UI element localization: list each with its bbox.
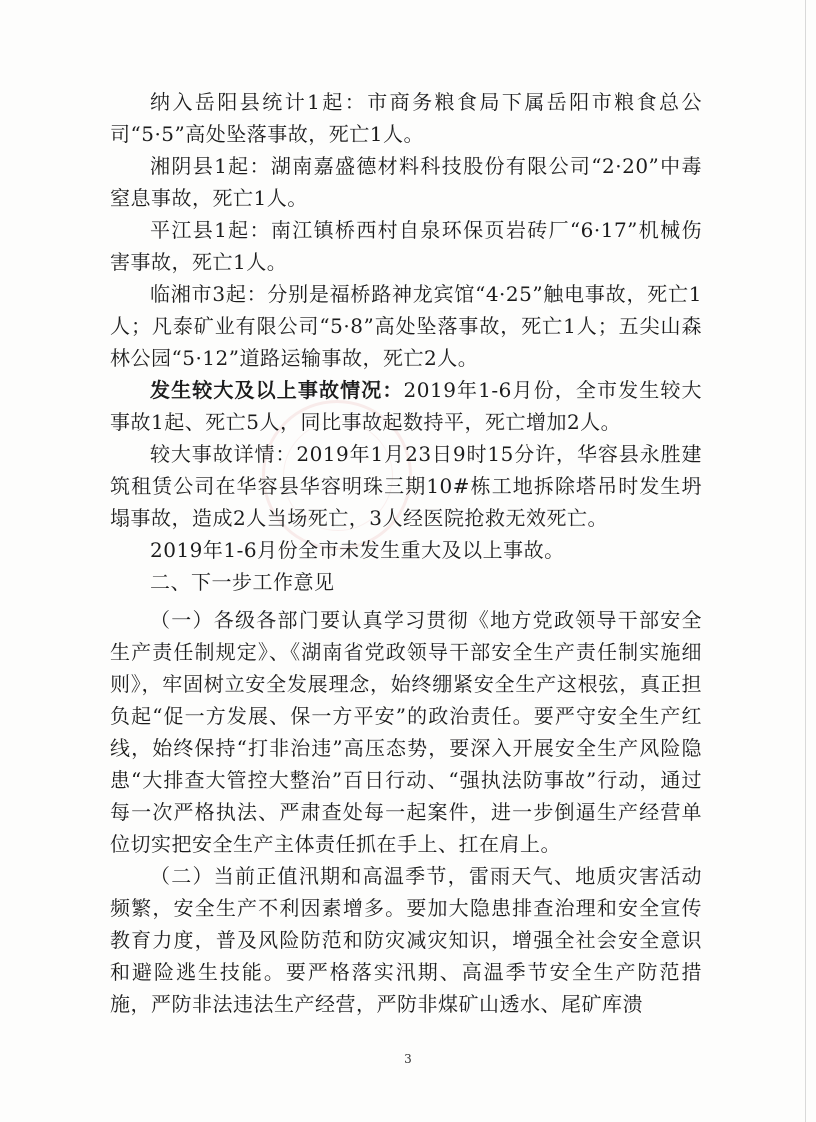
scan-edge-line (805, 0, 806, 1122)
major-accidents-text: 2019年1-6月份，全市发生较大事故1起、死亡5人，同比事故起数持平，死亡增加2人。 (110, 378, 703, 434)
body-text (110, 86, 702, 1020)
paragraph-pingjiang: 平江县1起：南江镇桥西村自泉环保页岩砖厂“6·17”机械伤害事故，死亡1人。 (110, 218, 702, 274)
paragraph-xiangyin: 湘阴县1起：湖南嘉盛德材料科技股份有限公司“2·20”中毒窒息事故，死亡1人。 (110, 154, 702, 210)
paragraph-no-major: 2019年1-6月份全市未发生重大及以上事故。 (150, 538, 565, 562)
paragraph-accident-details: 较大事故详情：2019年1月23日9时15分许，华容县永胜建筑租赁公司在华容县华容明珠三期10#栋工地拆除塔吊时发生坍塌事故，造成2人当场死亡，3人经医院抢救无效死亡。 (110, 442, 702, 530)
page-number: 3 (404, 1052, 412, 1066)
major-accidents-label: 发生较大及以上事故情况： (150, 378, 404, 402)
paragraph-major-accidents (110, 374, 702, 438)
section-heading: 二、下一步工作意见 (150, 570, 335, 594)
paragraph-opinion-2: （二）当前正值汛期和高温季节，雷雨天气、地质灾害活动频繁，安全生产不利因素增多。要加大隐患排查治理和安全宣传教育力度，普及风险防范和防灾减灾知识，增强全社会安全意识和避险逃生技能。要严格落实汛期、高温季节安全生产防范措施，严防非法违法生产经营，严防非煤矿山透水、尾矿库溃 (110, 864, 702, 1016)
paragraph-yueyang: 纳入岳阳县统计1起：市商务粮食局下属岳阳市粮食总公司“5·5”高处坠落事故，死亡1人。 (110, 90, 702, 146)
paragraph-opinion-1: （一）各级各部门要认真学习贯彻《地方党政领导干部安全生产责任制规定》、《湖南省党政领导干部安全生产责任制实施细则》，牢固树立安全发展理念，始终绷紧安全生产这根弦，真正担负起“促一方发展、保一方平安”的政治责任。要严守安全生产红线，始终保持“打非治违”高压态势，要深入开展安全生产风险隐患“大排查大管控大整治”百日行动、“强执法防事故”行动，通过每一次严格执法、严肃查处每一起案件，进一步倒逼生产经营单位切实把安全生产主体责任抓在手上、扛在肩上。 (110, 608, 702, 856)
paragraph-linxiang: 临湘市3起：分别是福桥路神龙宾馆“4·25”触电事故，死亡1人；凡泰矿业有限公司“5·8”高处坠落事故，死亡1人；五尖山森林公园“5·12”道路运输事故，死亡2人。 (110, 282, 702, 370)
